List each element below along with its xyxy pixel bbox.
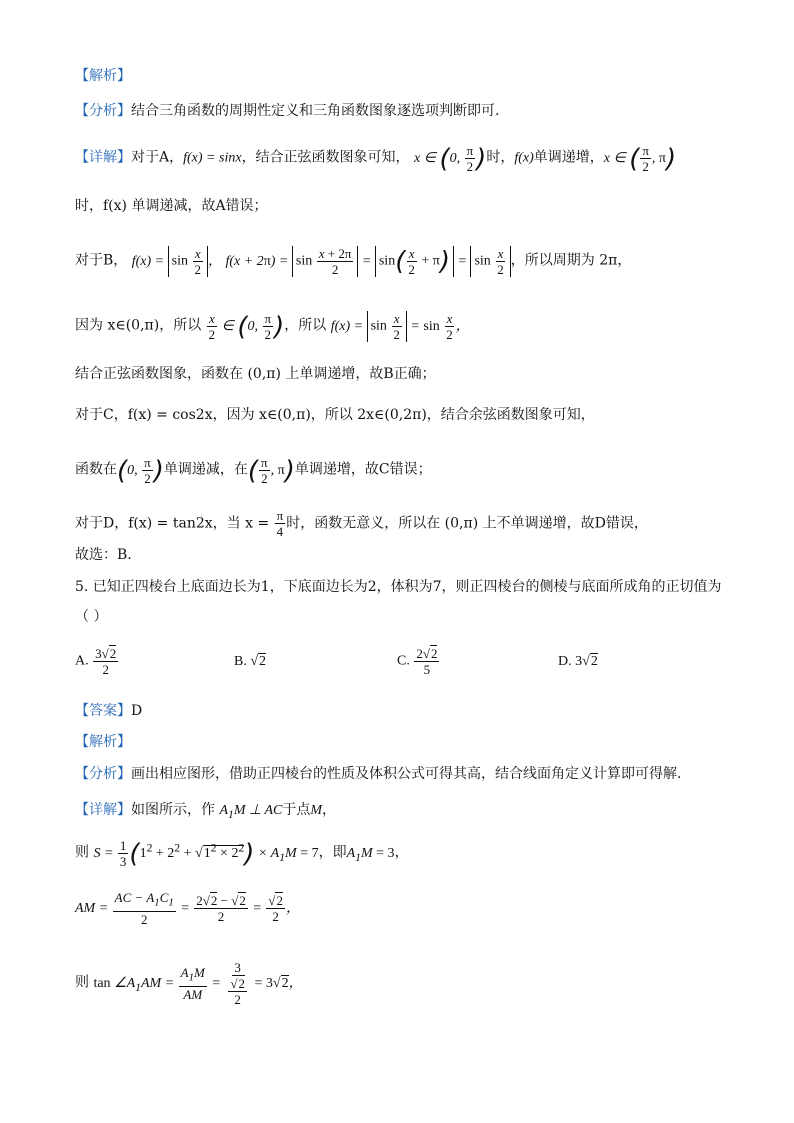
- text: 函数在: [75, 461, 117, 478]
- formula-half: $\frac{x}{2}$ ∈ (0, $\frac{\pi}{2}$ ): [208, 311, 285, 342]
- option-b-intro: 对于B，: [75, 252, 128, 269]
- question-5-stem: 5. 已知正四棱台上底面边长为1，下底面边长为2，体积为7，则正四棱台的侧棱与底面所成角的正切值为: [75, 579, 722, 595]
- text: 于点: [282, 802, 311, 818]
- tag-daan: 【答案】: [75, 703, 131, 719]
- detail-line-5c: [75, 890, 300, 927]
- tag-xiangjie: 【详解】: [75, 149, 131, 166]
- tag-fenxi-2: 【分析】: [75, 766, 131, 782]
- detail-line-b3: 结合正弦函数图象，函数在 (0,π) 上单调递增，故B正确；: [75, 366, 436, 382]
- detail-line-b: [75, 246, 631, 277]
- formula-perp: $A_1M$ ⊥ AC: [219, 803, 283, 821]
- analysis-line-2: [75, 764, 681, 784]
- formula-volume: S = $\frac{1}{3}$ $(1^2 + 2^2 + √1^2 \times 2^2) \times A_1M = 7$: [93, 838, 319, 869]
- option-b-label: B.: [234, 654, 247, 669]
- option-a: [75, 646, 119, 677]
- text: 则: [75, 974, 89, 991]
- text: 如图所示，作: [131, 802, 215, 818]
- detail-line-b2: [75, 311, 470, 342]
- analysis-text-2: 画出相应图形，借助正四棱台的性质及体积公式可得其高，结合线面角定义计算即可得解.: [131, 766, 682, 782]
- formula-am: AM = $\frac{AC - A_1C_1}{2}$ = $\frac{2√2 - √2}{2}$ = $\frac{√2}{2}$ ，: [75, 890, 300, 927]
- detail-line-5b: 则 S = $\frac{1}{3}$ $(1^2 + 2^2 + √1^2 \times 2^2) \times A_1M = 7$，即$A_1M = 3$，: [75, 838, 409, 869]
- formula-interval: x ∈ (0, $\frac{\pi}{2}$ ): [414, 143, 487, 174]
- text: 单调递减，在: [163, 461, 248, 478]
- formula-interval-2: x ∈ ( $\frac{\pi}{2}$ , π): [603, 143, 677, 174]
- detail-line-a: 【详解】对于A，f(x) = sinx，结合正弦函数图象可知， x ∈ (0, $\frac{\pi}{2}$ )时，f(x)单调递增，x ∈ ( $\frac{\pi}{2}$ , π): [75, 143, 677, 174]
- text: 因为 x∈(0,π)，所以: [75, 317, 202, 334]
- formula-interval-3: (0, $\frac{\pi}{2}$ ): [117, 455, 164, 486]
- fraction-pi-4: $\frac{\pi}{4}$: [276, 508, 284, 539]
- analysis-line: [75, 101, 499, 121]
- option-a-value: $\frac{3√2}{2}$: [95, 646, 117, 677]
- tag-fenxi: 【分析】: [75, 103, 131, 119]
- formula-abs: f(x) = sin $\frac{x}{2}$ = sin $\frac{x}{2}$ ，: [330, 311, 470, 342]
- detail-line-5d: [75, 960, 303, 1007]
- detail-line-d: [75, 508, 648, 539]
- question-5-stem-paren: （ ）: [75, 609, 108, 625]
- option-b: B. √2: [234, 654, 267, 669]
- detail-line-a2: 时，f(x) 单调递减，故A错误；: [75, 198, 268, 214]
- analysis-text: 结合三角函数的周期性定义和三角函数图象逐选项判断即可.: [131, 103, 500, 119]
- text: 则: [75, 844, 89, 861]
- detail-line-c2: [75, 455, 432, 486]
- detail-line-c: 对于C，f(x) = cos2x，因为 x∈(0,π)，所以 2x∈(0,2π)，结合余弦函数图象可知，: [75, 407, 595, 423]
- option-c: [397, 646, 440, 677]
- text: ，所以周期为 2π，: [510, 252, 632, 269]
- answer-line: [75, 701, 142, 721]
- text: ，结合正弦函数图象可知，: [241, 149, 410, 166]
- option-d-label: D.: [558, 654, 572, 669]
- text: ，所以: [284, 317, 327, 334]
- option-a-label: A.: [75, 653, 89, 669]
- option-d: D. 3√2: [558, 654, 598, 669]
- text: ，即: [318, 844, 347, 861]
- formula-tan: $\tan \angle A_1AM$ = $\frac{A_1M}{AM}$ = $\frac{3}{\frac{√2}{2}}$ = 3√2，: [93, 960, 303, 1007]
- answer-value: D: [131, 703, 143, 719]
- tag-xiangjie-2: 【详解】: [75, 802, 131, 818]
- option-c-label: C.: [397, 653, 410, 669]
- detail-line-5a: 【详解】如图所示，作 $A_1M$ ⊥ AC于点M，: [75, 802, 337, 821]
- section-tag-jiexi: 【解析】: [75, 68, 131, 84]
- formula-period: f(x) = sin $\frac{x}{2}$ ， f(x + 2π) = sin $\frac{x + 2\pi}{2}$ = sin( $\frac{x}{2}$ + π) = sin $\frac{x}{2}$: [132, 254, 511, 269]
- text: 单调递增，故C错误；: [294, 461, 432, 478]
- text: 时，: [486, 149, 515, 166]
- text: 时，函数无意义，所以在 (0,π) 上不单调递增，故D错误，: [286, 515, 648, 532]
- formula-interval-4: ( $\frac{\pi}{2}$ , π): [247, 455, 295, 486]
- text: 对于D，f(x) = tan2x，当 x =: [75, 515, 270, 532]
- text: 单调递增，: [533, 149, 604, 166]
- formula-sinx: f(x) = sinx: [183, 150, 242, 166]
- conclusion-line: 故选：B.: [75, 547, 132, 563]
- option-c-value: $\frac{2√2}{5}$: [416, 646, 438, 677]
- option-a-intro: 对于A，: [131, 149, 184, 166]
- section-tag-jiexi-2: 【解析】: [75, 734, 131, 750]
